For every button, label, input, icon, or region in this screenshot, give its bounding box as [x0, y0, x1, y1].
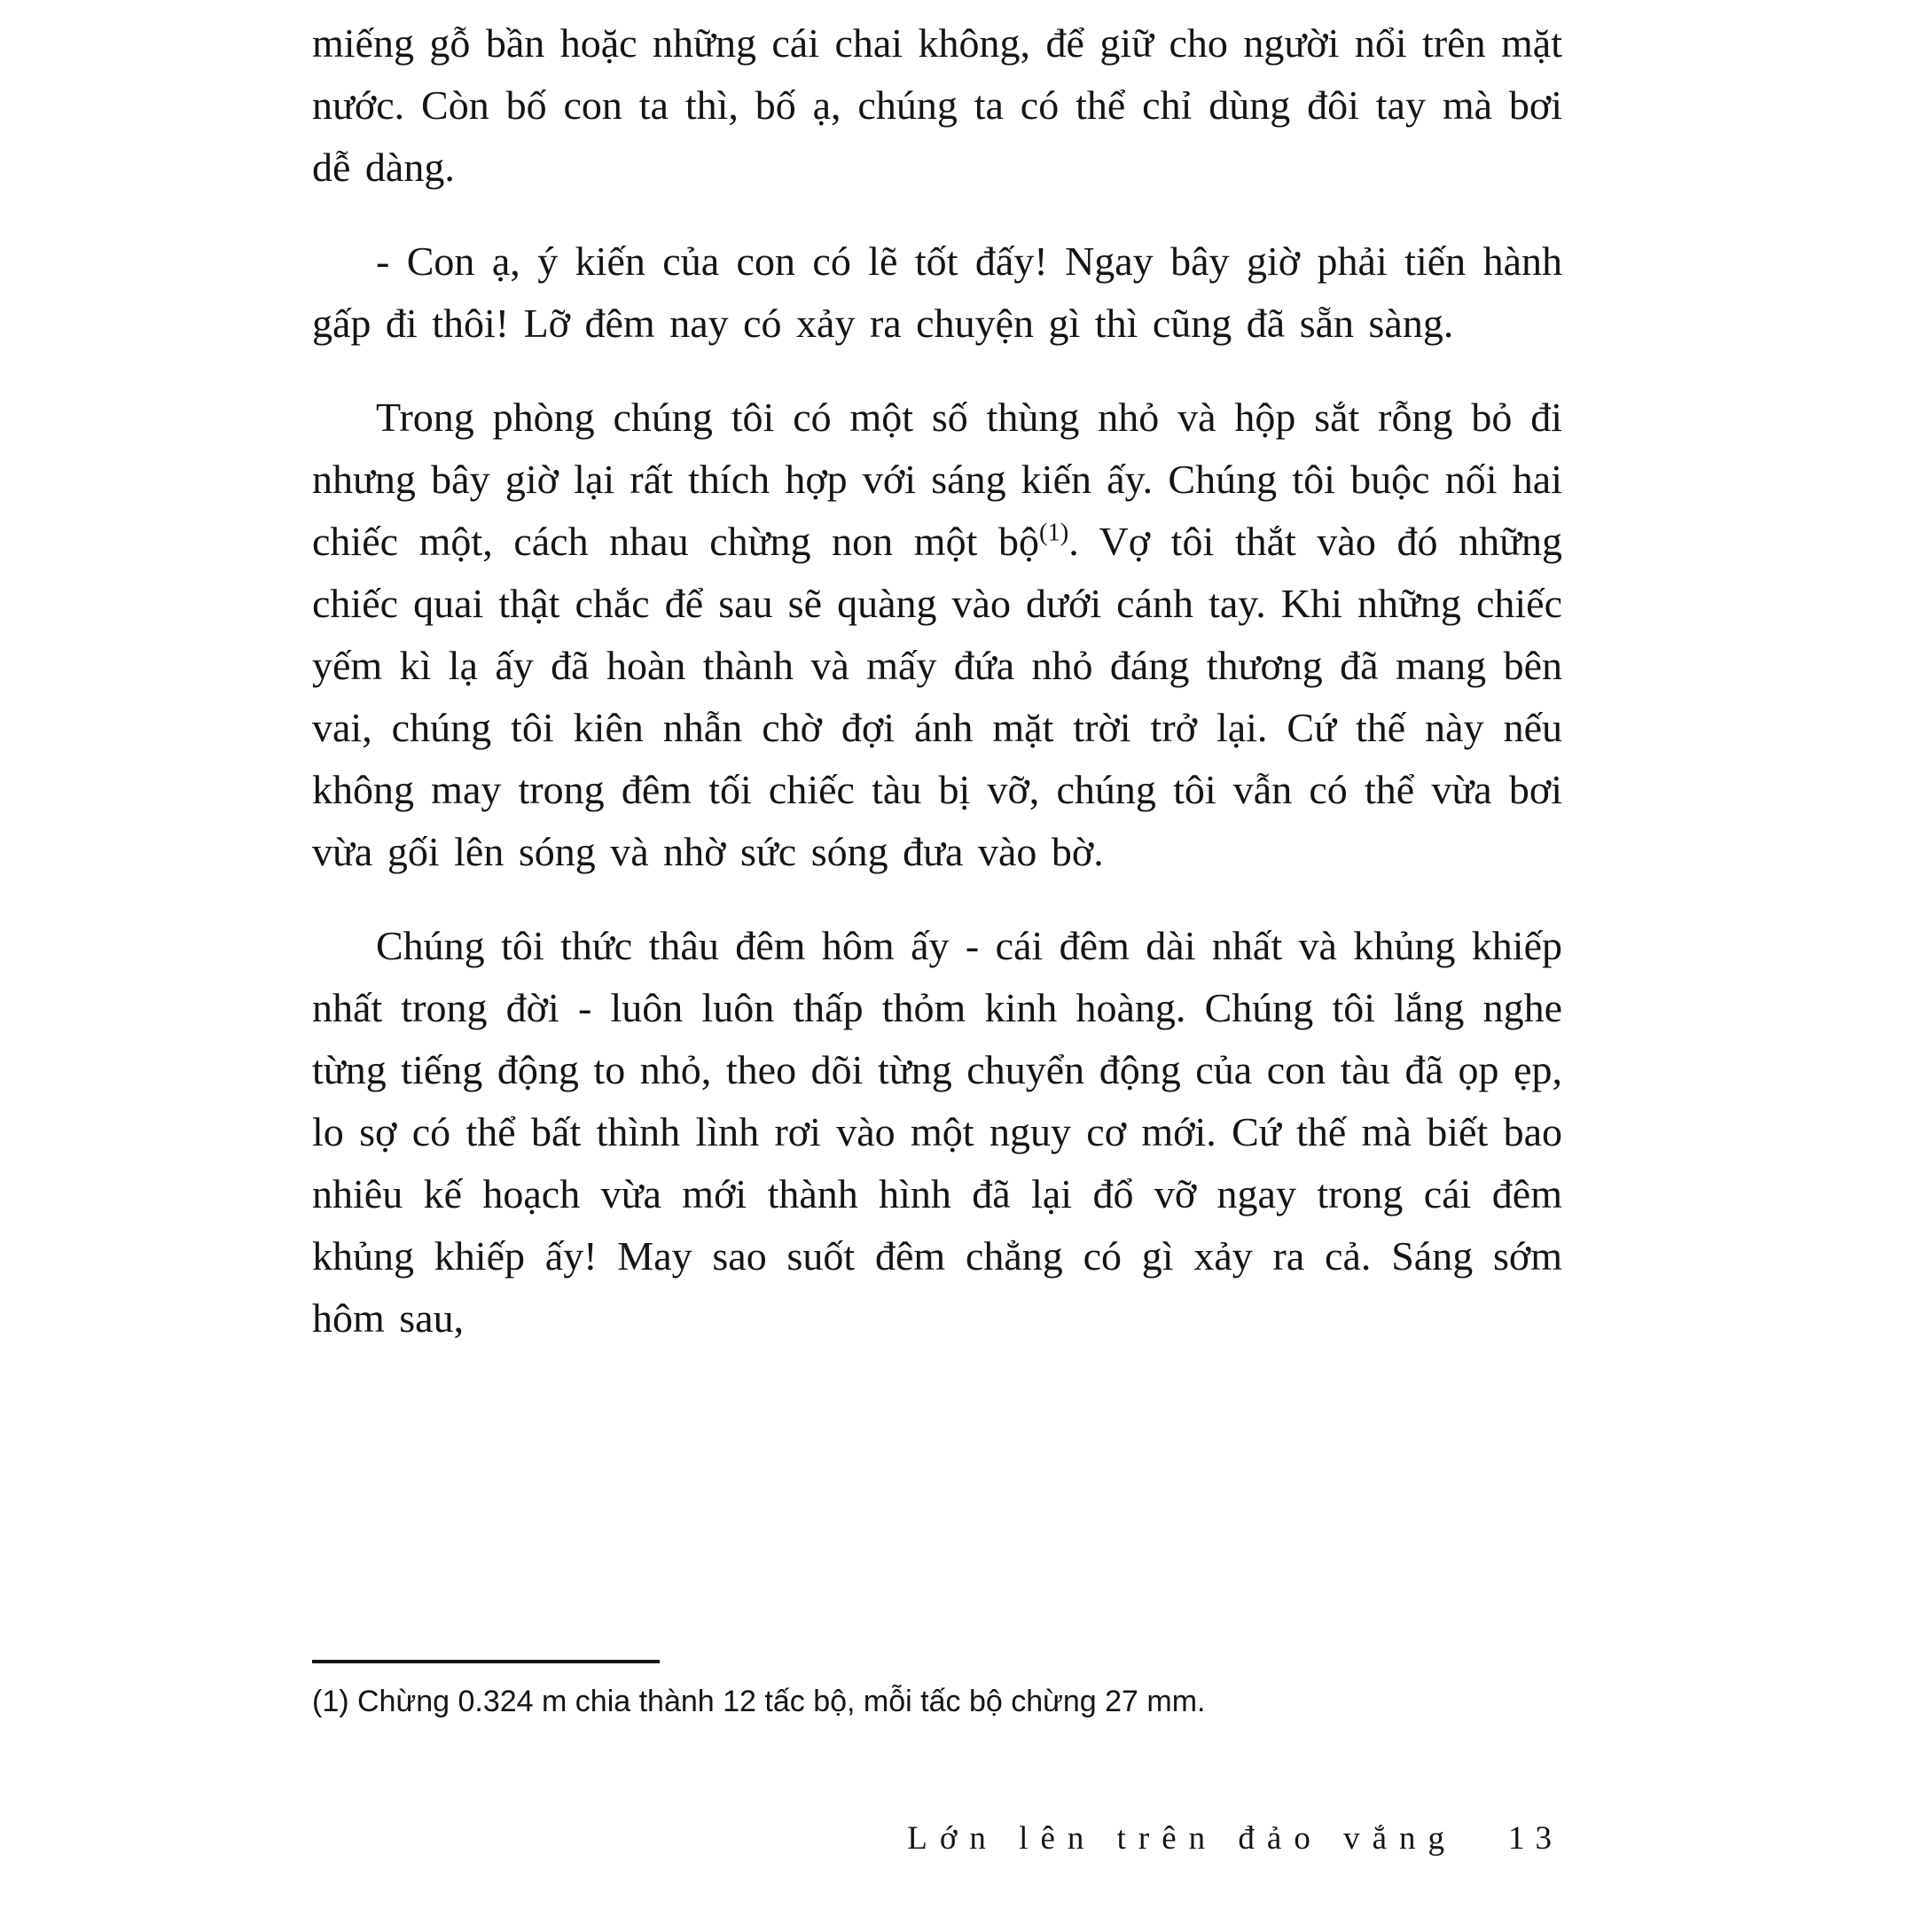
page-number: 13 [1508, 1820, 1562, 1857]
paragraph-text: Trong phòng chúng tôi có một số thùng nhỏ và hộp sắt rỗng bỏ đi nhưng bây giờ lại rất thích hợp với sáng kiến ấy. Chúng tôi buộc nối hai chiếc một, cách nhau chừng non một bộ [312, 395, 1562, 564]
footnote-reference: (1) [1038, 519, 1069, 547]
body-text [312, 12, 1562, 1381]
running-book-title: Lớn lên trên đảo vắng [907, 1820, 1457, 1857]
paragraph-text: . Vợ tôi thắt vào đó những chiếc quai thật chắc để sau sẽ quàng vào dưới cánh tay. Khi những chiếc yếm kì lạ ấy đã hoàn thành và mấy đứa nhỏ đáng thương đã mang bên vai, chúng tôi kiên nhẫn chờ đợi ánh mặt trời trở lại. Cứ thế này nếu không may trong đêm tối chiếc tàu bị vỡ, chúng tôi vẫn có thể vừa bơi vừa gối lên sóng và nhờ sức sóng đưa vào bờ. [312, 519, 1562, 874]
paragraph: - Con ạ, ý kiến của con có lẽ tốt đấy! Ngay bây giờ phải tiến hành gấp đi thôi! Lỡ đêm nay có xảy ra chuyện gì thì cũng đã sẵn sàng. [312, 239, 1562, 346]
footnote-text: (1) Chừng 0.324 m chia thành 12 tấc bộ, mỗi tấc bộ chừng 27 mm. [312, 1685, 1206, 1718]
paragraph: Chúng tôi thức thâu đêm hôm ấy - cái đêm dài nhất và khủng khiếp nhất trong đời - luôn luôn thấp thỏm kinh hoàng. Chúng tôi lắng nghe từng tiếng động to nhỏ, theo dõi từng chuyển động của con tàu đã ọp ẹp, lo sợ có thể bất thình lình rơi vào một nguy cơ mới. Cứ thế mà biết bao nhiêu kế hoạch vừa mới thành hình đã lại đổ vỡ ngay trong cái đêm khủng khiếp ấy! May sao suốt đêm chẳng có gì xảy ra cả. Sáng sớm hôm sau, [312, 923, 1562, 1341]
footnote-rule [312, 1660, 660, 1663]
paragraph: miếng gỗ bần hoặc những cái chai không, để giữ cho người nổi trên mặt nước. Còn bố con ta thì, bố ạ, chúng ta có thể chỉ dùng đôi tay mà bơi dễ dàng. [312, 20, 1562, 190]
paragraph [312, 387, 1562, 883]
page-footer [312, 1819, 1562, 1858]
footnote-area [312, 1660, 1562, 1722]
